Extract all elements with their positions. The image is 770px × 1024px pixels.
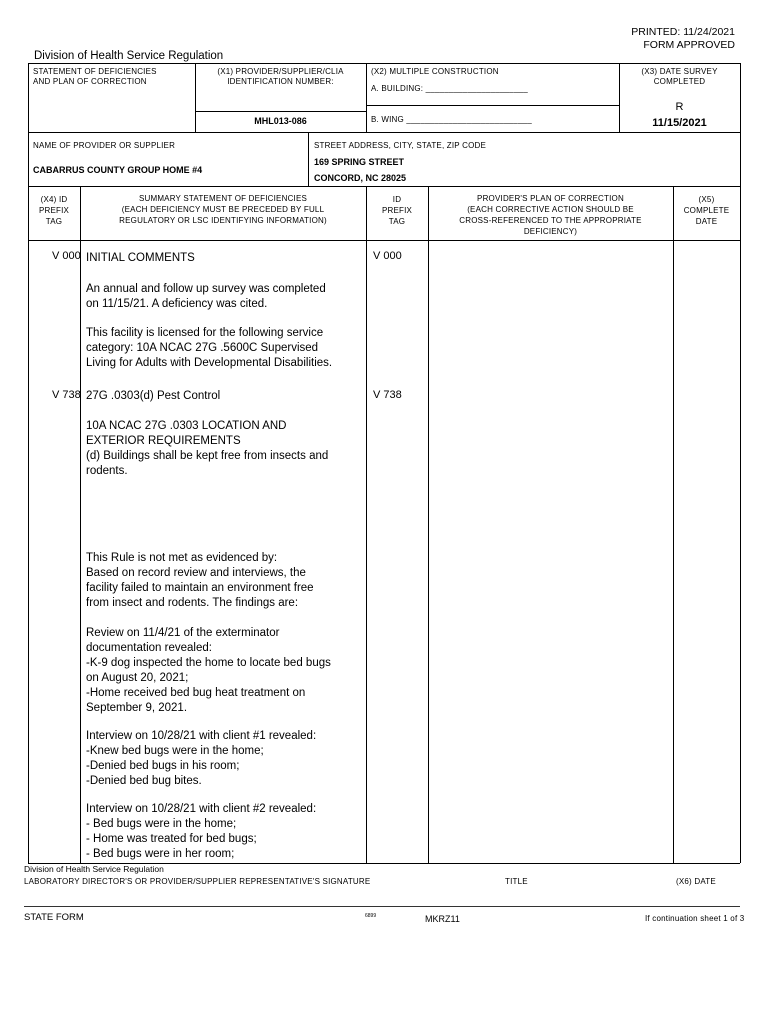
x5-header-line2: COMPLETE xyxy=(683,206,730,215)
p2-line: This facility is licensed for the following service xyxy=(86,327,324,339)
p2-line: category: 10A NCAC 27G .5600C Supervised xyxy=(86,342,319,354)
p5-line: documentation revealed: xyxy=(86,642,212,654)
x1-label-line1: (X1) PROVIDER/SUPPLIER/CLIA xyxy=(217,67,344,76)
x5-header-line1: (X5) xyxy=(698,195,715,204)
p4-line: This Rule is not met as evidenced by: xyxy=(86,552,278,564)
col-divider-1 xyxy=(80,186,81,863)
statement-label xyxy=(33,67,157,87)
p7-line: - Bed bugs were in the home; xyxy=(86,818,237,830)
paragraph-review xyxy=(86,626,331,716)
p7-line: - Bed bugs were in her room; xyxy=(86,848,235,860)
plan-header-line4: DEFICIENCY) xyxy=(523,227,578,236)
form-number: 6899 xyxy=(365,913,377,919)
p4-line: from insect and rodents. The findings are: xyxy=(86,597,299,609)
address-label: STREET ADDRESS, CITY, STATE, ZIP CODE xyxy=(314,141,487,150)
plan-header-line3: CROSS-REFERENCED TO THE APPROPRIATE xyxy=(459,216,642,225)
x3-r: R xyxy=(675,101,684,113)
x6-date-label: (X6) DATE xyxy=(676,877,716,886)
statement-label-line2: AND PLAN OF CORRECTION xyxy=(33,77,147,86)
tag-right-v000: V 000 xyxy=(373,250,402,262)
p5-line: September 9, 2021. xyxy=(86,702,188,714)
p5-line: on August 20, 2021; xyxy=(86,672,189,684)
city-address: CONCORD, NC 28025 xyxy=(314,173,407,183)
id-header-line3: TAG xyxy=(388,217,406,226)
footer-division: Division of Health Service Regulation xyxy=(24,864,164,874)
p5-line: -Home received bed bug heat treatment on xyxy=(86,687,306,699)
printed-date: PRINTED: 11/24/2021 xyxy=(631,26,735,38)
p2-line: Living for Adults with Developmental Disabilities. xyxy=(86,357,333,369)
p5-line: Review on 11/4/21 of the exterminator xyxy=(86,627,280,639)
p3-line: EXTERIOR REQUIREMENTS xyxy=(86,435,241,447)
x4-header xyxy=(28,194,80,227)
initial-comments-title: INITIAL COMMENTS xyxy=(86,252,195,264)
title-label: TITLE xyxy=(505,877,528,886)
provider-name-label: NAME OF PROVIDER OR SUPPLIER xyxy=(33,141,176,150)
header-bottom-line xyxy=(28,132,740,133)
p1-line: on 11/15/21. A deficiency was cited. xyxy=(86,298,268,310)
p6-line: Interview on 10/28/21 with client #1 revealed: xyxy=(86,730,317,742)
p4-line: Based on record review and interviews, the xyxy=(86,567,306,579)
print-info xyxy=(631,26,735,52)
paragraph-license xyxy=(86,326,332,371)
p7-line: - Home was treated for bed bugs; xyxy=(86,833,257,845)
x2-wing: B. WING ___________________________ xyxy=(371,115,532,124)
p6-line: -Denied bed bugs in his room; xyxy=(86,760,240,772)
x4-header-line2: PREFIX xyxy=(38,206,70,215)
signature-label: LABORATORY DIRECTOR'S OR PROVIDER/SUPPLIER REPRESENTATIVE'S SIGNATURE xyxy=(24,877,371,886)
summary-header-line3: REGULATORY OR LSC IDENTIFYING INFORMATION) xyxy=(119,216,327,225)
p6-line: -Denied bed bug bites. xyxy=(86,775,202,787)
continuation-label: If continuation sheet 1 of 3 xyxy=(645,914,745,923)
x4-header-line1: (X4) ID xyxy=(40,195,68,204)
col-divider-2 xyxy=(366,186,367,863)
x5-header xyxy=(673,194,740,227)
frame-top xyxy=(28,63,740,64)
division-title: Division of Health Service Regulation xyxy=(34,50,224,62)
paragraph-rule xyxy=(86,419,328,479)
street-address: 169 SPRING STREET xyxy=(314,157,405,167)
form-code: MKRZ11 xyxy=(425,914,460,924)
plan-header-line2: (EACH CORRECTIVE ACTION SHOULD BE xyxy=(467,205,634,214)
x2-label: (X2) MULTIPLE CONSTRUCTION xyxy=(371,67,499,76)
id-header xyxy=(366,194,428,227)
tag-right-v738: V 738 xyxy=(373,389,402,401)
x1-label xyxy=(195,67,366,87)
x5-header-line3: DATE xyxy=(695,217,718,226)
plan-header xyxy=(428,193,673,237)
summary-header xyxy=(80,193,366,226)
provider-name: CABARRUS COUNTY GROUP HOME #4 xyxy=(33,165,203,175)
frame-left xyxy=(28,63,29,863)
x1-inner-line xyxy=(195,111,366,112)
x1-label-line2: IDENTIFICATION NUMBER: xyxy=(227,77,334,86)
col-divider-4 xyxy=(673,186,674,863)
plan-header-line1: PROVIDER'S PLAN OF CORRECTION xyxy=(477,194,624,203)
x3-label-line2: COMPLETED xyxy=(653,77,706,86)
footer-line xyxy=(24,906,740,907)
x2-building: A. BUILDING: ______________________ xyxy=(371,84,528,93)
x3-label-line1: (X3) DATE SURVEY xyxy=(641,67,718,76)
x3-label xyxy=(619,67,740,87)
tag-left-v000: V 000 xyxy=(52,250,81,262)
provider-bottom-line xyxy=(28,186,740,187)
summary-header-line2: (EACH DEFICIENCY MUST BE PRECEDED BY FULL xyxy=(121,205,325,214)
p1-line: An annual and follow up survey was completed xyxy=(86,283,326,295)
col-header-bottom-line xyxy=(28,240,740,241)
divider-x2 xyxy=(366,63,367,132)
id-header-line2: PREFIX xyxy=(381,206,413,215)
x2-inner-line xyxy=(366,105,619,106)
pest-control-title: 27G .0303(d) Pest Control xyxy=(86,390,221,402)
p5-line: -K-9 dog inspected the home to locate bed bugs xyxy=(86,657,331,669)
paragraph-client2 xyxy=(86,802,316,862)
id-header-line1: ID xyxy=(392,195,402,204)
state-form-label: STATE FORM xyxy=(24,912,84,923)
statement-label-line1: STATEMENT OF DEFICIENCIES xyxy=(33,67,157,76)
p7-line: Interview on 10/28/21 with client #2 revealed: xyxy=(86,803,317,815)
p6-line: -Knew bed bugs were in the home; xyxy=(86,745,264,757)
p3-line: 10A NCAC 27G .0303 LOCATION AND xyxy=(86,420,287,432)
x3-date: 11/15/2021 xyxy=(652,117,707,129)
summary-header-line1: SUMMARY STATEMENT OF DEFICIENCIES xyxy=(138,194,308,203)
paragraph-client1 xyxy=(86,729,316,789)
p3-line: (d) Buildings shall be kept free from insects and xyxy=(86,450,329,462)
tag-left-v738: V 738 xyxy=(52,389,81,401)
p3-line: rodents. xyxy=(86,465,128,477)
paragraph-evidence xyxy=(86,551,314,611)
x4-header-line3: TAG xyxy=(45,217,63,226)
form-approved: FORM APPROVED xyxy=(643,39,735,51)
p4-line: facility failed to maintain an environment free xyxy=(86,582,314,594)
paragraph-survey xyxy=(86,282,326,312)
col-divider-3 xyxy=(428,186,429,863)
frame-right xyxy=(740,63,741,863)
x1-value: MHL013-086 xyxy=(254,116,307,126)
divider-provider xyxy=(308,132,309,186)
